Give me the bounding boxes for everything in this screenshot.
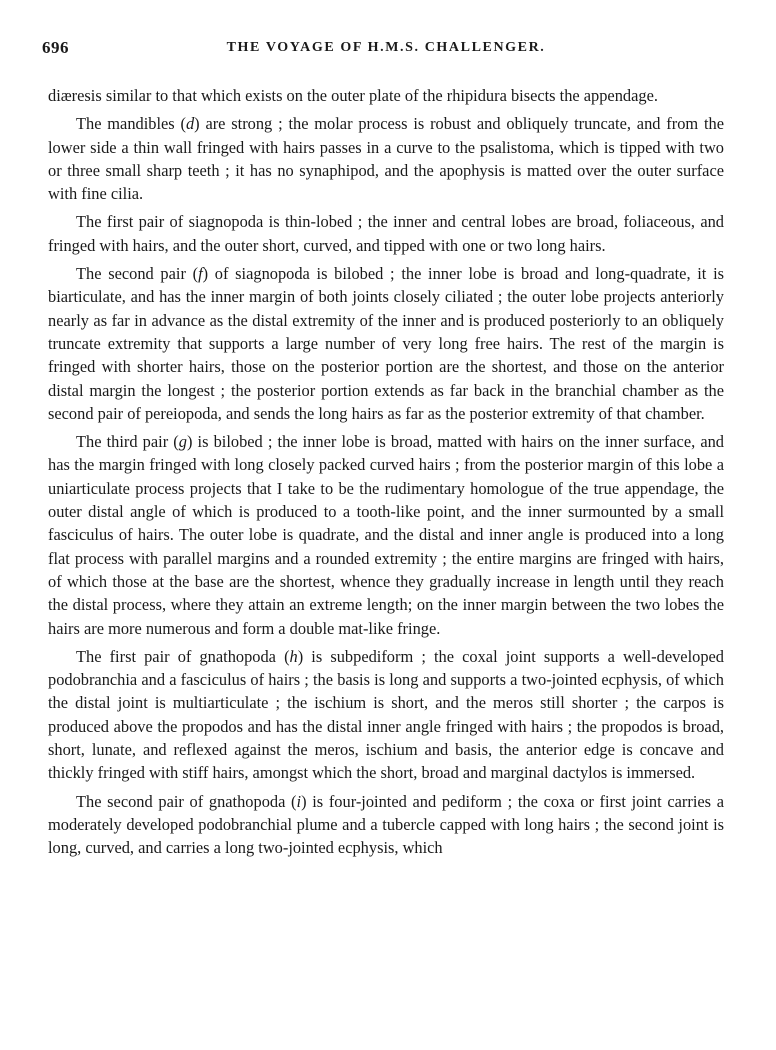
paragraph-first-siagnopoda: The first pair of siagnopoda is thin-lobed ; the inner and central lobes are broad, foliaceous, and fringed with hairs, and the outer short, curved, and tipped with one or two long hairs.: [48, 212, 724, 255]
figure-label: h: [289, 646, 298, 666]
paragraph-text: The third pair (: [76, 432, 179, 452]
page: [42, 38, 725, 860]
body-text: [48, 84, 724, 860]
figure-label: g: [178, 432, 187, 452]
paragraph-text: ) is subpediform ; the coxal joint supports a well-developed podobranchia and a fasciculus of hairs ; the basis is long and supports a two-jointed ecphysis, of which the distal joint is multiarticulate ; the ischium is short, and the meros still shorter ; the carpos is produced above the propodos and has the distal inner angle fringed with hairs ; the propodos is broad, short, lunate, and reflexed against the meros, ischium and basis, the anterior edge is concave and thickly fringed with stiff hairs, amongst which the short, broad and marginal dactylos is immersed.: [48, 646, 724, 783]
paragraph-third-pair: [48, 430, 724, 640]
paragraph-text: The second pair of gnathopoda (: [76, 791, 297, 811]
paragraph-text: ) is four-jointed and pediform ; the coxa or first joint carries a moderately developed podobranchial plume and a tubercle capped with long hairs ; the second joint is long, curved, and carries a long two-jointed ecphysis, which: [48, 791, 725, 858]
paragraph-second-gnathopoda: [48, 790, 724, 860]
paragraph-first-gnathopoda: [48, 645, 724, 785]
paragraph-text: ) is bilobed ; the inner lobe is broad, matted with hairs on the inner surface, and has the margin fringed with long closely packed curved hairs ; from the posterior margin of this lobe a uniarticulate process projects that I take to be the rudimentary homologue of the true appendage, the outer distal angle of which is produced to a tooth-like point, and the inner surmounted by a small fasciculus of hairs. The outer lobe is quadrate, and the distal and inner angle is produced into a long flat process with parallel margins and a rounded extremity ; the entire margins are fringed with hairs, of which those at the base are the shortest, whence they gradually increase in length until they reach the distal process, where they attain an extreme length; on the inner margin between the two lobes the hairs are more numerous and form a double mat-like fringe.: [48, 432, 724, 638]
paragraph-text: ) of siagnopoda is bilobed ; the inner lobe is broad and long-quadrate, it is biarticulate, and has the inner margin of both joints closely ciliated ; the outer lobe projects anteriorly nearly as far in advance as the distal extremity of the inner and is produced posteriorly to an obliquely truncate extremity that supports a large number of very long free hairs. The rest of the margin is fringed with shorter hairs, those on the posterior portion are the shortest, and those on the anterior distal margin the longest ; the posterior portion extends as far back in the branchial chamber as the second pair of pereiopoda, and sends the long hairs as far as the posterior extremity of that chamber.: [48, 264, 725, 423]
paragraph-text: The mandibles (: [76, 114, 186, 134]
page-number: 696: [42, 38, 69, 57]
figure-label: f: [198, 264, 203, 284]
paragraph-second-siagnopoda: [48, 262, 724, 425]
paragraph-mandibles: [48, 112, 724, 205]
paragraph-text: ) are strong ; the molar process is robust and obliquely truncate, and from the lower side a thin wall fringed with hairs passes in a curve to the psalistoma, which is tipped with two or three small sharp teeth ; it has no synaphipod, and the apophysis is matted over the outer surface with fine cilia.: [48, 114, 724, 204]
figure-label: i: [296, 791, 302, 811]
running-head: THE VOYAGE OF H.M.S. CHALLENGER.: [226, 40, 546, 55]
paragraph-text: The first pair of gnathopoda (: [76, 646, 290, 666]
page-header: [42, 38, 724, 64]
paragraph-continuation: diæresis similar to that which exists on the outer plate of the rhipidura bisects the appendage.: [48, 86, 658, 105]
paragraph-text: The second pair (: [76, 264, 199, 284]
figure-label: d: [185, 114, 195, 134]
